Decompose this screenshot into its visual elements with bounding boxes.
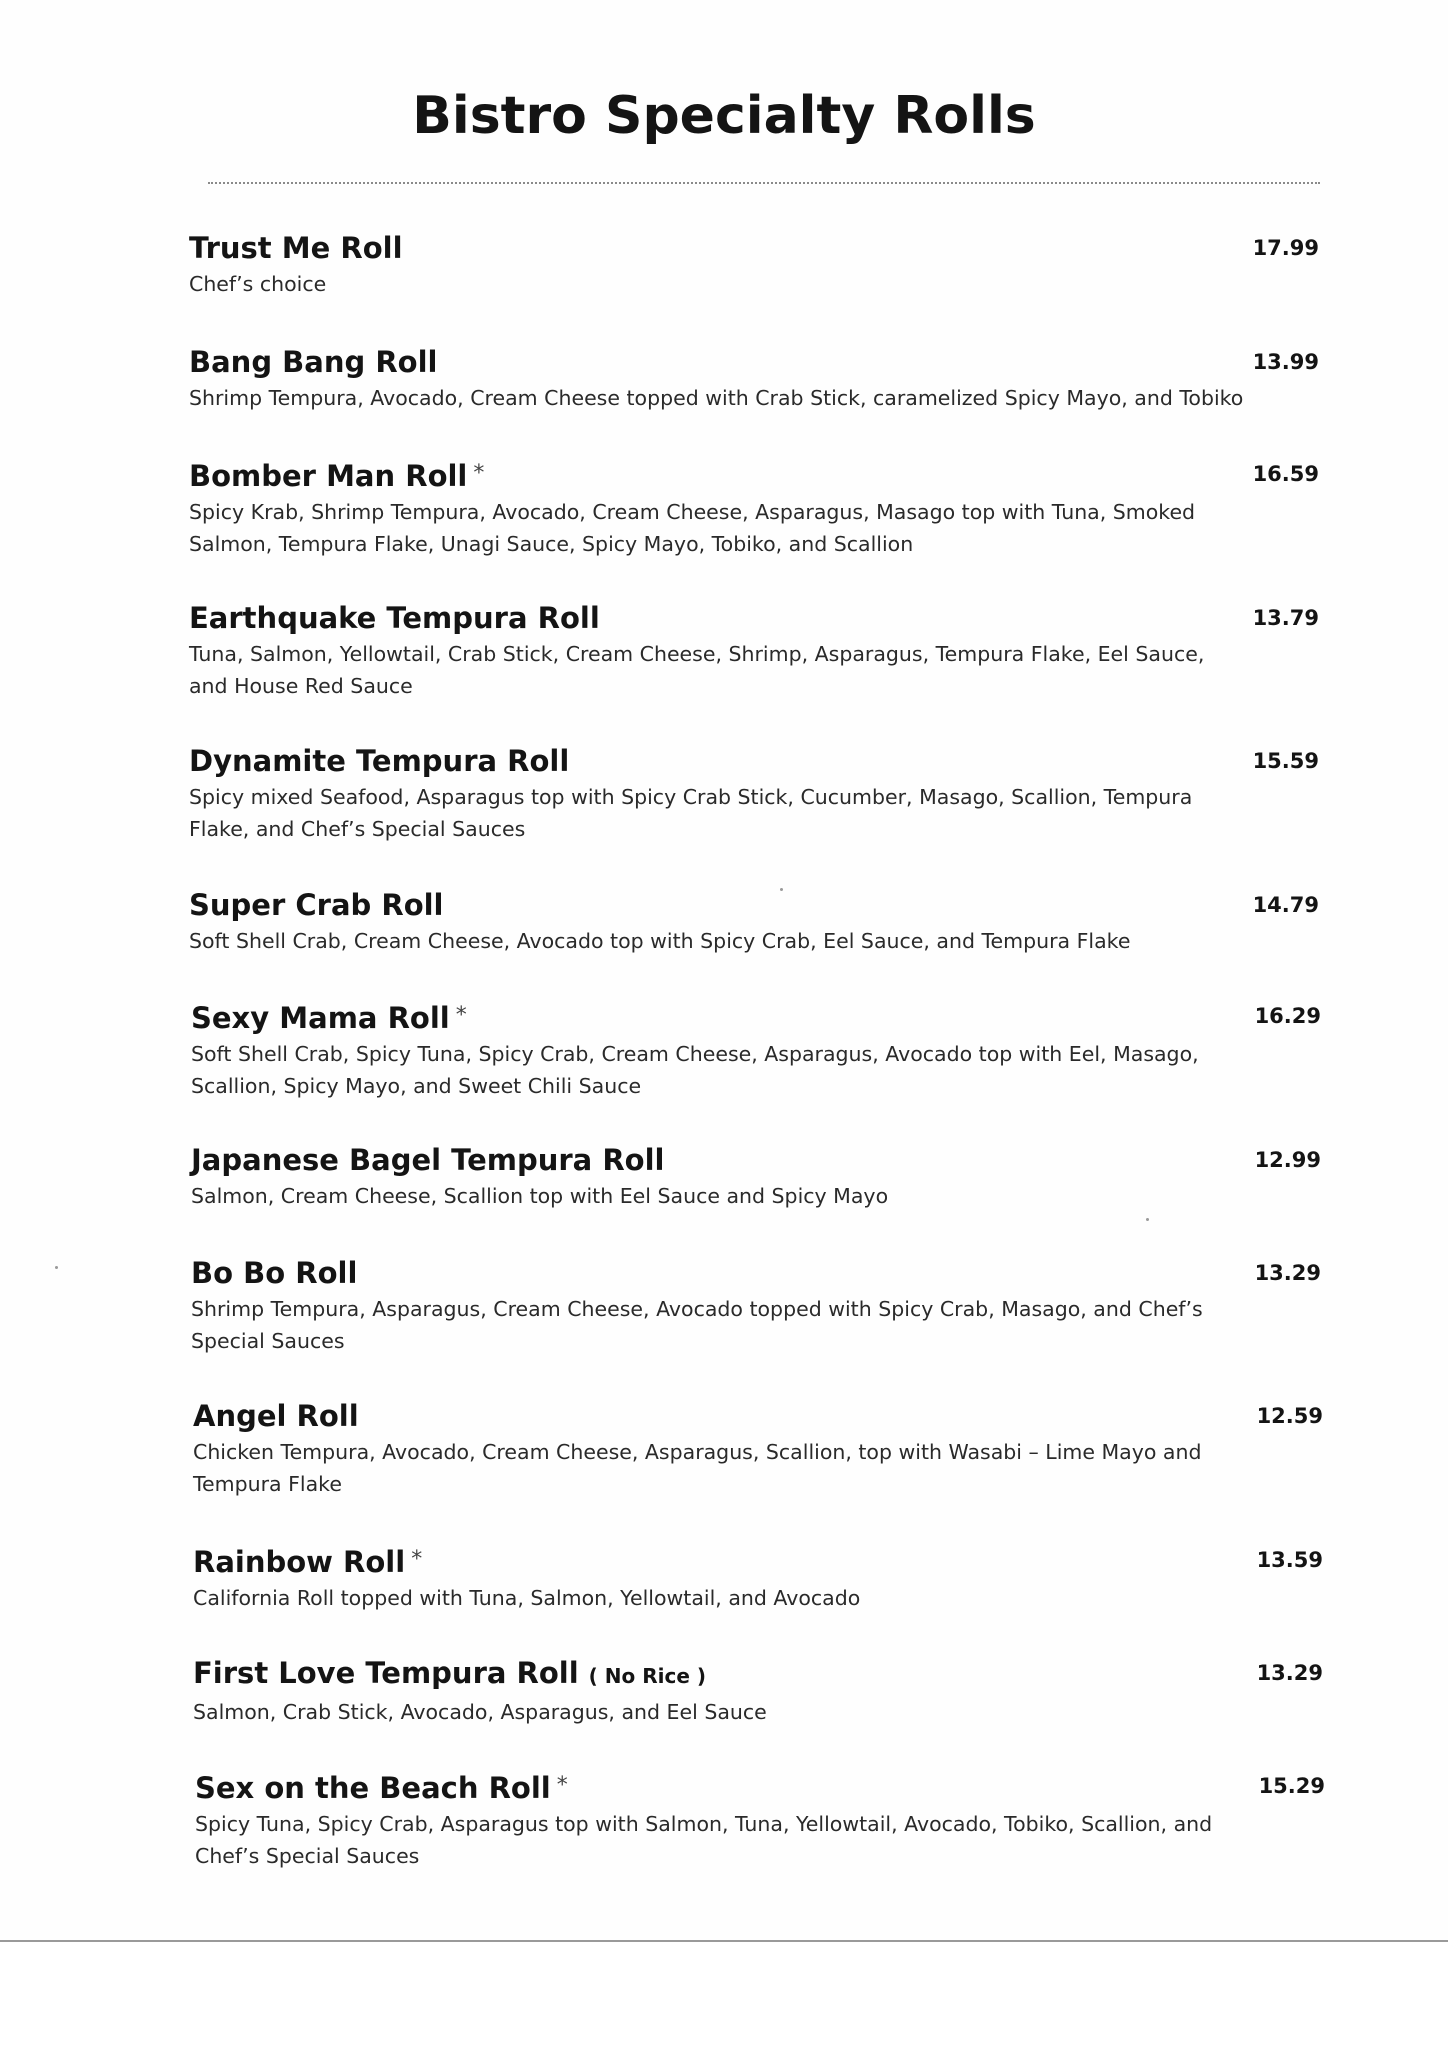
scan-speck [55,1266,58,1269]
scan-speck [780,888,783,891]
page-edge [0,1940,1448,1942]
item-description: Chef’s choice [189,272,327,296]
menu-item [195,1768,1325,1872]
item-name: Bomber Man Roll * [189,459,485,493]
menu-item [189,600,1319,702]
menu-item [191,1255,1321,1357]
raw-fish-star-icon: * [411,1547,423,1572]
item-name: Dynamite Tempura Roll [189,744,570,778]
item-price: 12.99 [1254,1148,1321,1172]
item-price: 15.29 [1258,1774,1325,1798]
item-price: 13.29 [1256,1661,1323,1685]
item-price: 16.59 [1252,462,1319,486]
menu-item [189,456,1319,560]
raw-fish-star-icon: * [473,461,485,486]
item-description: Salmon, Crab Stick, Avocado, Asparagus, and Eel Sauce [193,1700,767,1724]
item-name: Sexy Mama Roll * [191,1001,467,1035]
item-name: Earthquake Tempura Roll [189,601,600,635]
item-name: Bang Bang Roll [189,345,438,379]
item-description: Spicy mixed Seafood, Asparagus top with Spicy Crab Stick, Cucumber, Masago, Scallion, Tempura Flake, and Chef’s Special Sauces [189,785,1193,841]
item-description: Spicy Krab, Shrimp Tempura, Avocado, Cream Cheese, Asparagus, Masago top with Tuna, Smoked Salmon, Tempura Flake, Unagi Sauce, Spicy Mayo, Tobiko, and Scallion [189,500,1196,556]
menu-item [193,1398,1323,1500]
menu-item [191,998,1321,1102]
item-name: Sex on the Beach Roll * [195,1771,568,1805]
item-name: Angel Roll [193,1399,359,1433]
item-description: Tuna, Salmon, Yellowtail, Crab Stick, Cream Cheese, Shrimp, Asparagus, Tempura Flake, Eel Sauce, and House Red Sauce [189,642,1205,698]
item-price: 12.59 [1256,1404,1323,1428]
item-price: 14.79 [1252,893,1319,917]
item-name: Trust Me Roll [189,231,403,265]
item-name: Super Crab Roll [189,888,444,922]
item-name: First Love Tempura Roll ( No Rice ) [193,1656,706,1690]
item-price: 13.59 [1256,1548,1323,1572]
raw-fish-star-icon: * [455,1003,467,1028]
item-price: 15.59 [1252,749,1319,773]
menu-title: Bistro Specialty Rolls [412,86,1036,146]
item-name: Rainbow Roll * [193,1545,423,1579]
item-description: Spicy Tuna, Spicy Crab, Asparagus top with Salmon, Tuna, Yellowtail, Avocado, Tobiko, Scallion, and Chef’s Special Sauces [195,1812,1213,1868]
menu-item [189,887,1319,957]
item-name: Japanese Bagel Tempura Roll [191,1143,665,1177]
menu-item [189,230,1319,300]
item-description: California Roll topped with Tuna, Salmon, Yellowtail, and Avocado [193,1586,861,1610]
item-description: Soft Shell Crab, Spicy Tuna, Spicy Crab, Cream Cheese, Asparagus, Avocado top with Eel, Masago, Scallion, Spicy Mayo, and Sweet Chili Sauce [191,1042,1199,1098]
menu-item [191,1142,1321,1212]
item-price: 17.99 [1252,236,1319,260]
menu-item [189,743,1319,845]
item-description: Soft Shell Crab, Cream Cheese, Avocado top with Spicy Crab, Eel Sauce, and Tempura Flake [189,929,1131,953]
raw-fish-star-icon: * [556,1773,568,1798]
menu-item [189,344,1319,414]
item-description: Shrimp Tempura, Asparagus, Cream Cheese, Avocado topped with Spicy Crab, Masago, and Chef’s Special Sauces [191,1297,1203,1353]
item-description: Salmon, Cream Cheese, Scallion top with Eel Sauce and Spicy Mayo [191,1184,889,1208]
item-price: 16.29 [1254,1004,1321,1028]
item-price: 13.29 [1254,1261,1321,1285]
menu-item [193,1542,1323,1614]
item-description: Chicken Tempura, Avocado, Cream Cheese, Asparagus, Scallion, top with Wasabi – Lime Mayo and Tempura Flake [193,1440,1202,1496]
item-price: 13.79 [1252,606,1319,630]
item-price: 13.99 [1252,350,1319,374]
scan-speck [1146,1218,1149,1221]
item-note: ( No Rice ) [588,1664,706,1688]
item-name: Bo Bo Roll [191,1256,358,1290]
item-description: Shrimp Tempura, Avocado, Cream Cheese topped with Crab Stick, caramelized Spicy Mayo, and Tobiko [189,386,1244,410]
menu-item [193,1655,1323,1728]
